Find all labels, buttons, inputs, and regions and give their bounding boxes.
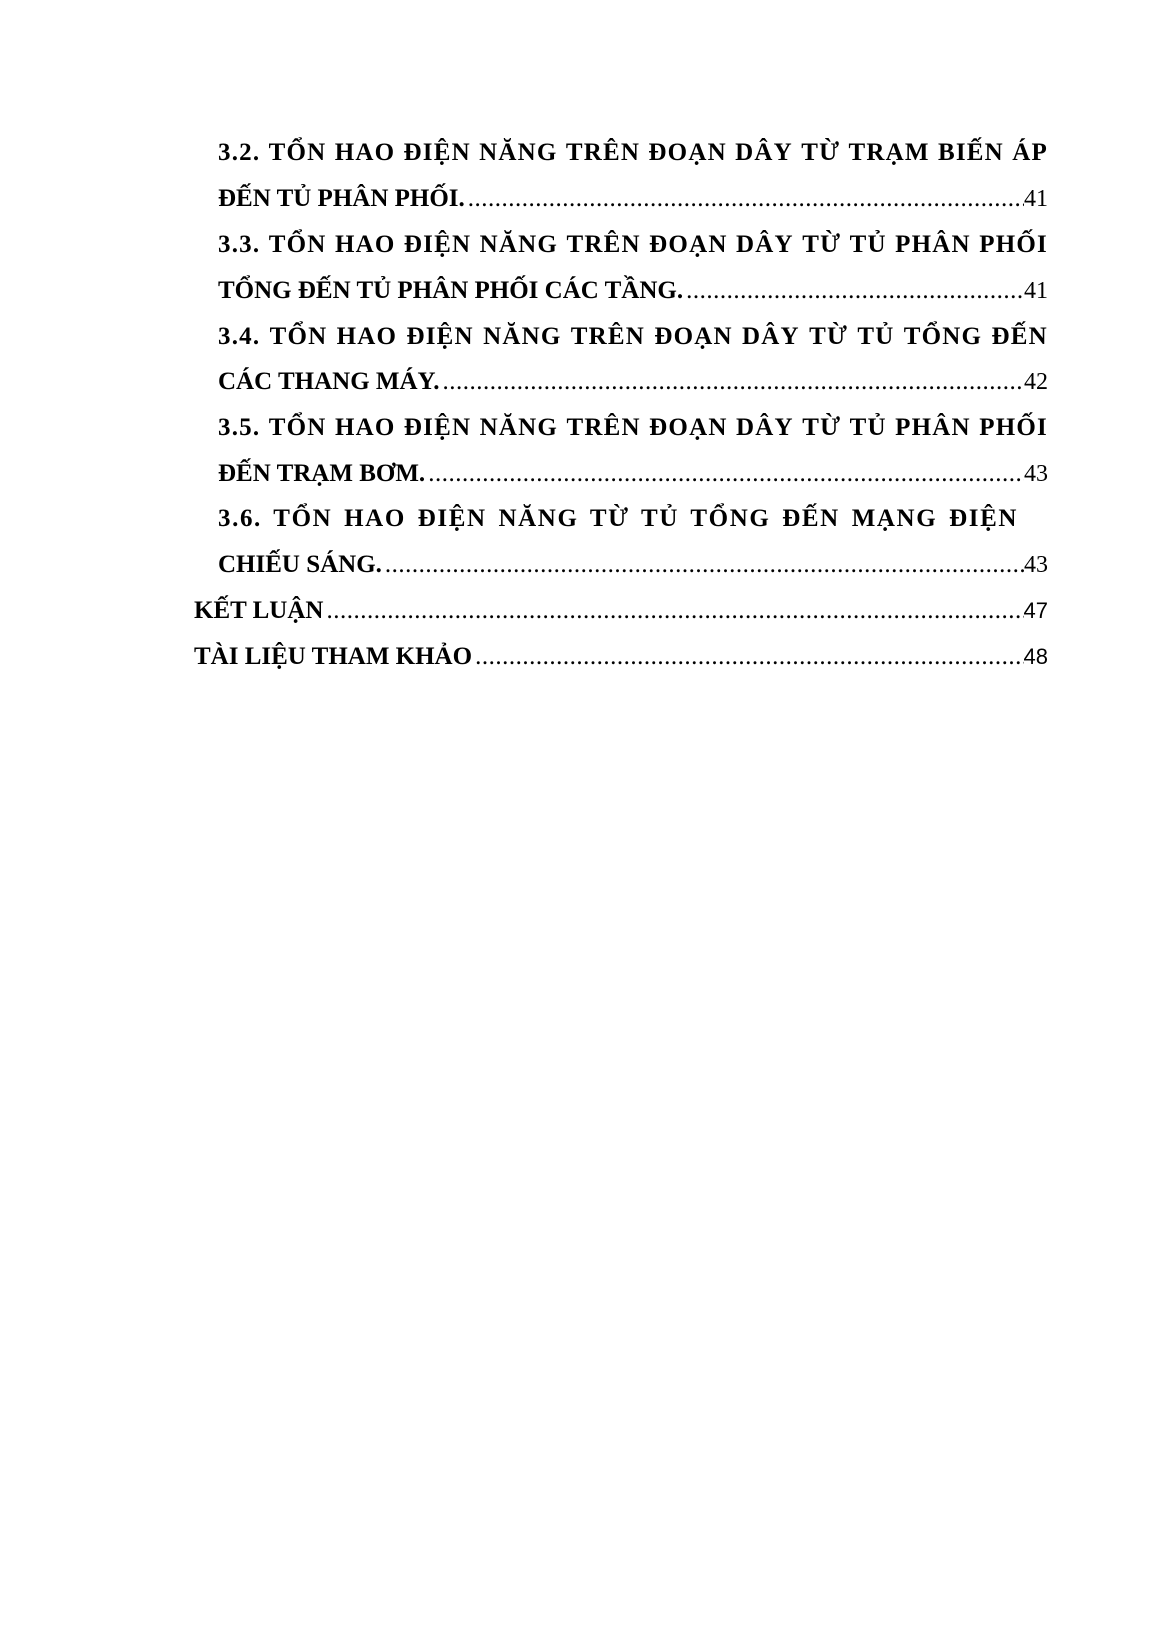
- toc-entry-3-3-link[interactable]: [218, 266, 1048, 306]
- page-number: 41: [1024, 186, 1048, 212]
- toc-word: PHỐI: [979, 414, 1048, 441]
- page-number: 43: [1024, 552, 1048, 578]
- page-number: 48: [1023, 644, 1048, 669]
- toc-word: 3.5.: [218, 414, 261, 441]
- dot-leader: [382, 550, 1024, 580]
- toc-word: PHÂN: [895, 231, 971, 258]
- dot-leader: [472, 642, 1023, 672]
- toc-entry-continuation: ĐẾN TỦ PHÂN PHỐI.: [218, 185, 465, 212]
- dot-leader: [425, 459, 1024, 489]
- toc-entry-3-5-heading: [218, 403, 1048, 443]
- toc-entry-3-4-link[interactable]: [218, 357, 1048, 397]
- toc-word: PHÂN: [895, 414, 971, 441]
- toc-word: TRÊN: [565, 139, 641, 166]
- toc-word: TỪ: [809, 323, 849, 350]
- toc-word: 3.2.: [218, 139, 261, 166]
- toc-word: TỦ: [849, 414, 887, 441]
- toc-word: TỔN: [268, 231, 327, 258]
- toc-word: ĐOẠN: [649, 231, 728, 258]
- page-number: 41: [1024, 278, 1048, 304]
- toc-word: DÂY: [735, 139, 793, 166]
- toc-word: ĐOẠN: [654, 323, 733, 350]
- toc-entry-continuation: CHIẾU SÁNG.: [218, 551, 382, 578]
- toc-word: 3.4.: [218, 323, 261, 350]
- toc-word: NĂNG: [479, 414, 559, 441]
- toc-word: NĂNG: [479, 139, 558, 166]
- toc-word: ĐIỆN: [403, 414, 472, 441]
- page-number: 43: [1024, 461, 1048, 487]
- toc-word: TỪ: [802, 414, 842, 441]
- toc-word: TỪ: [801, 139, 841, 166]
- toc-word: TỔN: [268, 139, 327, 166]
- toc-word: ĐIỆN: [406, 323, 474, 350]
- toc-word: NĂNG: [483, 323, 562, 350]
- toc-word: TRÊN: [566, 231, 641, 258]
- toc-entry-continuation: TỔNG ĐẾN TỦ PHÂN PHỐI CÁC TẦNG.: [218, 277, 684, 304]
- toc-word: TỔN: [269, 323, 328, 350]
- toc-word: TỪ: [802, 231, 842, 258]
- page-number: 47: [1023, 598, 1048, 623]
- toc-word: NĂNG: [479, 231, 559, 258]
- toc-word: DÂY: [742, 323, 800, 350]
- toc-chapter-conclusion[interactable]: [194, 586, 1048, 626]
- toc-entry-3-3-heading: [218, 220, 1048, 260]
- page-number: 42: [1024, 369, 1048, 395]
- toc-word: ĐIỆN: [403, 231, 472, 258]
- toc-word: HAO: [334, 414, 396, 441]
- toc-chapter-title: KẾT LUẬN: [194, 597, 324, 624]
- toc-word: PHỐI: [979, 231, 1048, 258]
- toc-word: ĐẾN: [991, 323, 1048, 350]
- toc-word: BIẾN: [937, 139, 1004, 166]
- toc-word: TỔNG: [903, 323, 983, 350]
- toc-entry-heading: 3.6. TỔN HAO ĐIỆN NĂNG TỪ TỦ TỔNG ĐẾN MẠNG ĐIỆN: [218, 505, 1019, 532]
- toc-entry-3-4-heading: [218, 312, 1048, 352]
- toc-word: TRẠM: [848, 139, 930, 166]
- toc-word: TỦ: [857, 323, 895, 350]
- dot-leader: [465, 184, 1024, 214]
- toc-entry-3-6-heading: [218, 494, 1048, 534]
- toc-entry-3-2-link[interactable]: [218, 174, 1048, 214]
- toc-word: HAO: [336, 323, 398, 350]
- toc-word: ÁP: [1012, 139, 1048, 166]
- toc-word: ĐOẠN: [648, 139, 727, 166]
- toc-word: 3.3.: [218, 231, 261, 258]
- toc-entry-3-6-link[interactable]: [218, 540, 1048, 580]
- toc-word: ĐIỆN: [403, 139, 471, 166]
- toc-word: TỦ: [849, 231, 887, 258]
- toc-word: TỔN: [268, 414, 327, 441]
- toc-chapter-title: TÀI LIỆU THAM KHẢO: [194, 643, 473, 670]
- dot-leader: [440, 367, 1024, 397]
- toc-word: DÂY: [736, 414, 794, 441]
- dot-leader: [323, 596, 1023, 626]
- toc-chapter-references[interactable]: [194, 632, 1048, 672]
- dot-leader: [683, 276, 1024, 306]
- toc-word: HAO: [334, 231, 396, 258]
- toc-word: TRÊN: [566, 414, 641, 441]
- toc-word: ĐOẠN: [649, 414, 728, 441]
- toc-entry-continuation: ĐẾN TRẠM BƠM.: [218, 460, 426, 487]
- toc-word: HAO: [334, 139, 396, 166]
- toc-word: DÂY: [736, 231, 794, 258]
- toc-entry-continuation: CÁC THANG MÁY.: [218, 368, 440, 395]
- toc-entry-3-5-link[interactable]: [218, 449, 1048, 489]
- toc-entry-3-2-heading: [218, 128, 1048, 168]
- toc-word: TRÊN: [570, 323, 646, 350]
